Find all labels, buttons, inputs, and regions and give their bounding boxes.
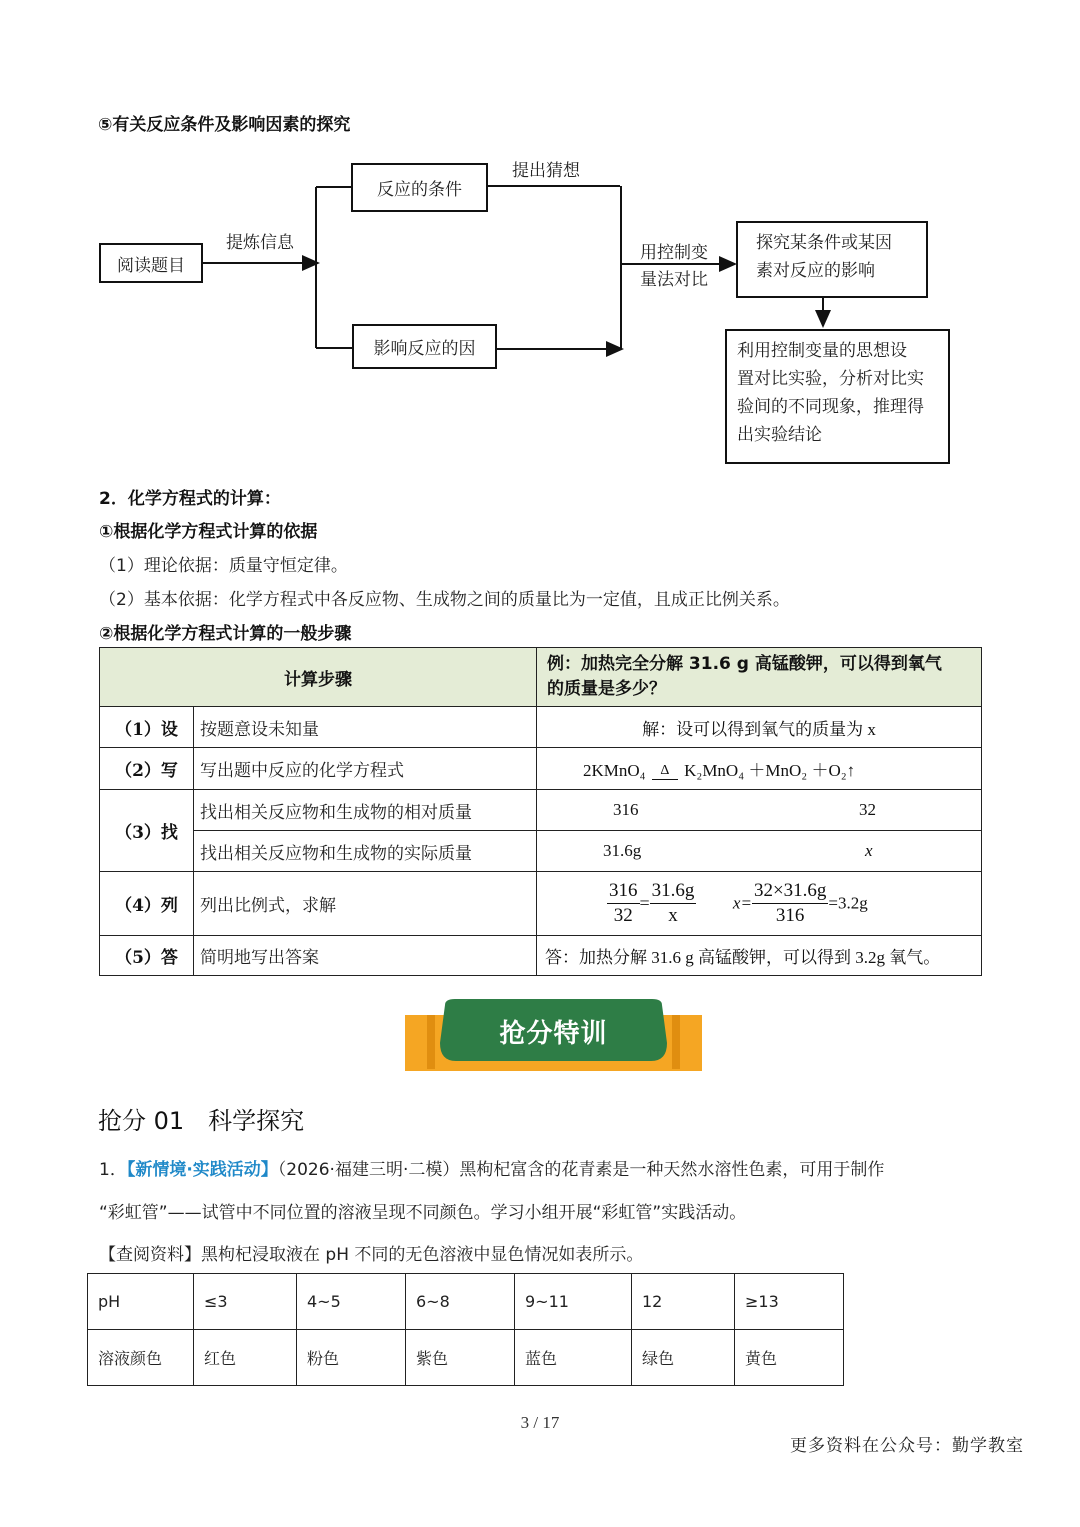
flow-box-factors: 影响反应的因: [352, 324, 497, 369]
table-row: [100, 707, 982, 748]
fraction: $\frac{32\times 31.6g}{316}$: [753, 880, 827, 926]
relative-mass: 316 32: [537, 790, 982, 831]
ph-color-table: [87, 1273, 844, 1386]
flow-box-explore: 探究某条件或某因 素对反应的影响: [736, 221, 928, 298]
step-label: （2）写: [100, 748, 194, 790]
color-row: 溶液颜色 红色 粉色 紫色 蓝色 绿色 黄色: [88, 1330, 844, 1386]
step-desc: 找出相关反应物和生成物的相对质量: [194, 790, 537, 831]
header-steps: 计算步骤: [100, 648, 537, 707]
table-header-row: [100, 648, 982, 707]
table-row: [100, 831, 982, 872]
step-desc: 按题意设未知量: [194, 707, 537, 748]
step-example: 解：设可以得到氧气的质量为 x: [537, 707, 982, 748]
footer-note: 更多资料在公众号：勤学教室: [790, 1436, 1024, 1456]
step-label: （1）设: [100, 707, 194, 748]
question-line-2: “彩虹管”——试管中不同位置的溶液呈现不同颜色。学习小组开展“彩虹管”实践活动。: [99, 1203, 747, 1223]
step-label: （4）列: [100, 872, 194, 936]
calc-heading: 2．化学方程式的计算：: [99, 489, 281, 509]
chemical-equation: 2KMnO₄ Δ K₂MnO₄ ＋MnO₂ ＋O₂↑: [537, 748, 982, 790]
flow-box-read: 阅读题目: [99, 243, 203, 283]
header-example: 例：加热完全分解 31.6 g 高锰酸钾，可以得到氧气 的质量是多少？: [537, 648, 982, 707]
fraction: $\frac{316}{32}$: [609, 880, 638, 926]
page-number: 3 / 17: [520, 1413, 560, 1432]
calc-basis-2: （2）基本依据：化学方程式中各反应物、生成物之间的质量比为一定值，且成正比例关系。: [99, 590, 790, 610]
flow-label-propose: 提出猜想: [512, 161, 580, 181]
step-label: （5）答: [100, 936, 194, 976]
step-label: （3）找: [100, 790, 194, 872]
flow-label-extract: 提炼信息: [226, 233, 294, 253]
flow-box-condition: 反应的条件: [351, 163, 488, 212]
question-tag: 【新情境·实践活动】: [126, 1160, 278, 1180]
question-line-1: 1．【新情境·实践活动】（2026·福建三明·二模）黑枸杞富含的花青素是一种天然水溶性色素，可用于制作: [99, 1160, 885, 1180]
banner-text: 抢分特训: [499, 1019, 608, 1049]
actual-mass: 31.6g x: [537, 831, 982, 872]
step-desc: 找出相关反应物和生成物的实际质量: [194, 831, 537, 872]
section-title: ⑤有关反应条件及影响因素的探究: [98, 115, 351, 135]
calc-subheading-1: ①根据化学方程式计算的依据: [99, 522, 318, 542]
heat-arrow: Δ: [652, 764, 678, 780]
step-example: 答：加热分解 31.6 g 高锰酸钾，可以得到 3.2g 氧气。: [537, 936, 982, 976]
flow-label-control: 用控制变 量法对比: [640, 243, 708, 290]
calc-basis-1: （1）理论依据：质量守恒定律。: [99, 556, 348, 576]
step-desc: 列出比例式，求解: [194, 872, 537, 936]
flow-box-result: 利用控制变量的思想设 置对比实验，分析对比实 验间的不同现象，推理得 出实验结论: [725, 329, 950, 464]
table-row: [100, 872, 982, 936]
section-heading: 抢分 01 科学探究: [98, 1107, 305, 1135]
question-line-3: 【查阅资料】黑枸杞浸取液在 pH 不同的无色溶液中显色情况如表所示。: [99, 1245, 644, 1265]
fraction: $\frac{31.6g}{x}$: [651, 880, 695, 926]
table-row: [100, 936, 982, 976]
table-row: [100, 748, 982, 790]
section-banner: [405, 999, 702, 1071]
step-desc: 简明地写出答案: [194, 936, 537, 976]
step-desc: 写出题中反应的化学方程式: [194, 748, 537, 790]
calc-steps-table: [99, 647, 982, 976]
proportion-formula: $\frac{316}{32}$ = $\frac{31.6g}{x}$ x= $\frac{32\times 31.6g}{316}$ =3.2g: [537, 872, 982, 936]
calc-subheading-2: ②根据化学方程式计算的一般步骤: [99, 624, 352, 644]
ph-row: pH ≤3 4~5 6~8 9~11 12 ≥13: [88, 1274, 844, 1330]
table-row: [100, 790, 982, 831]
